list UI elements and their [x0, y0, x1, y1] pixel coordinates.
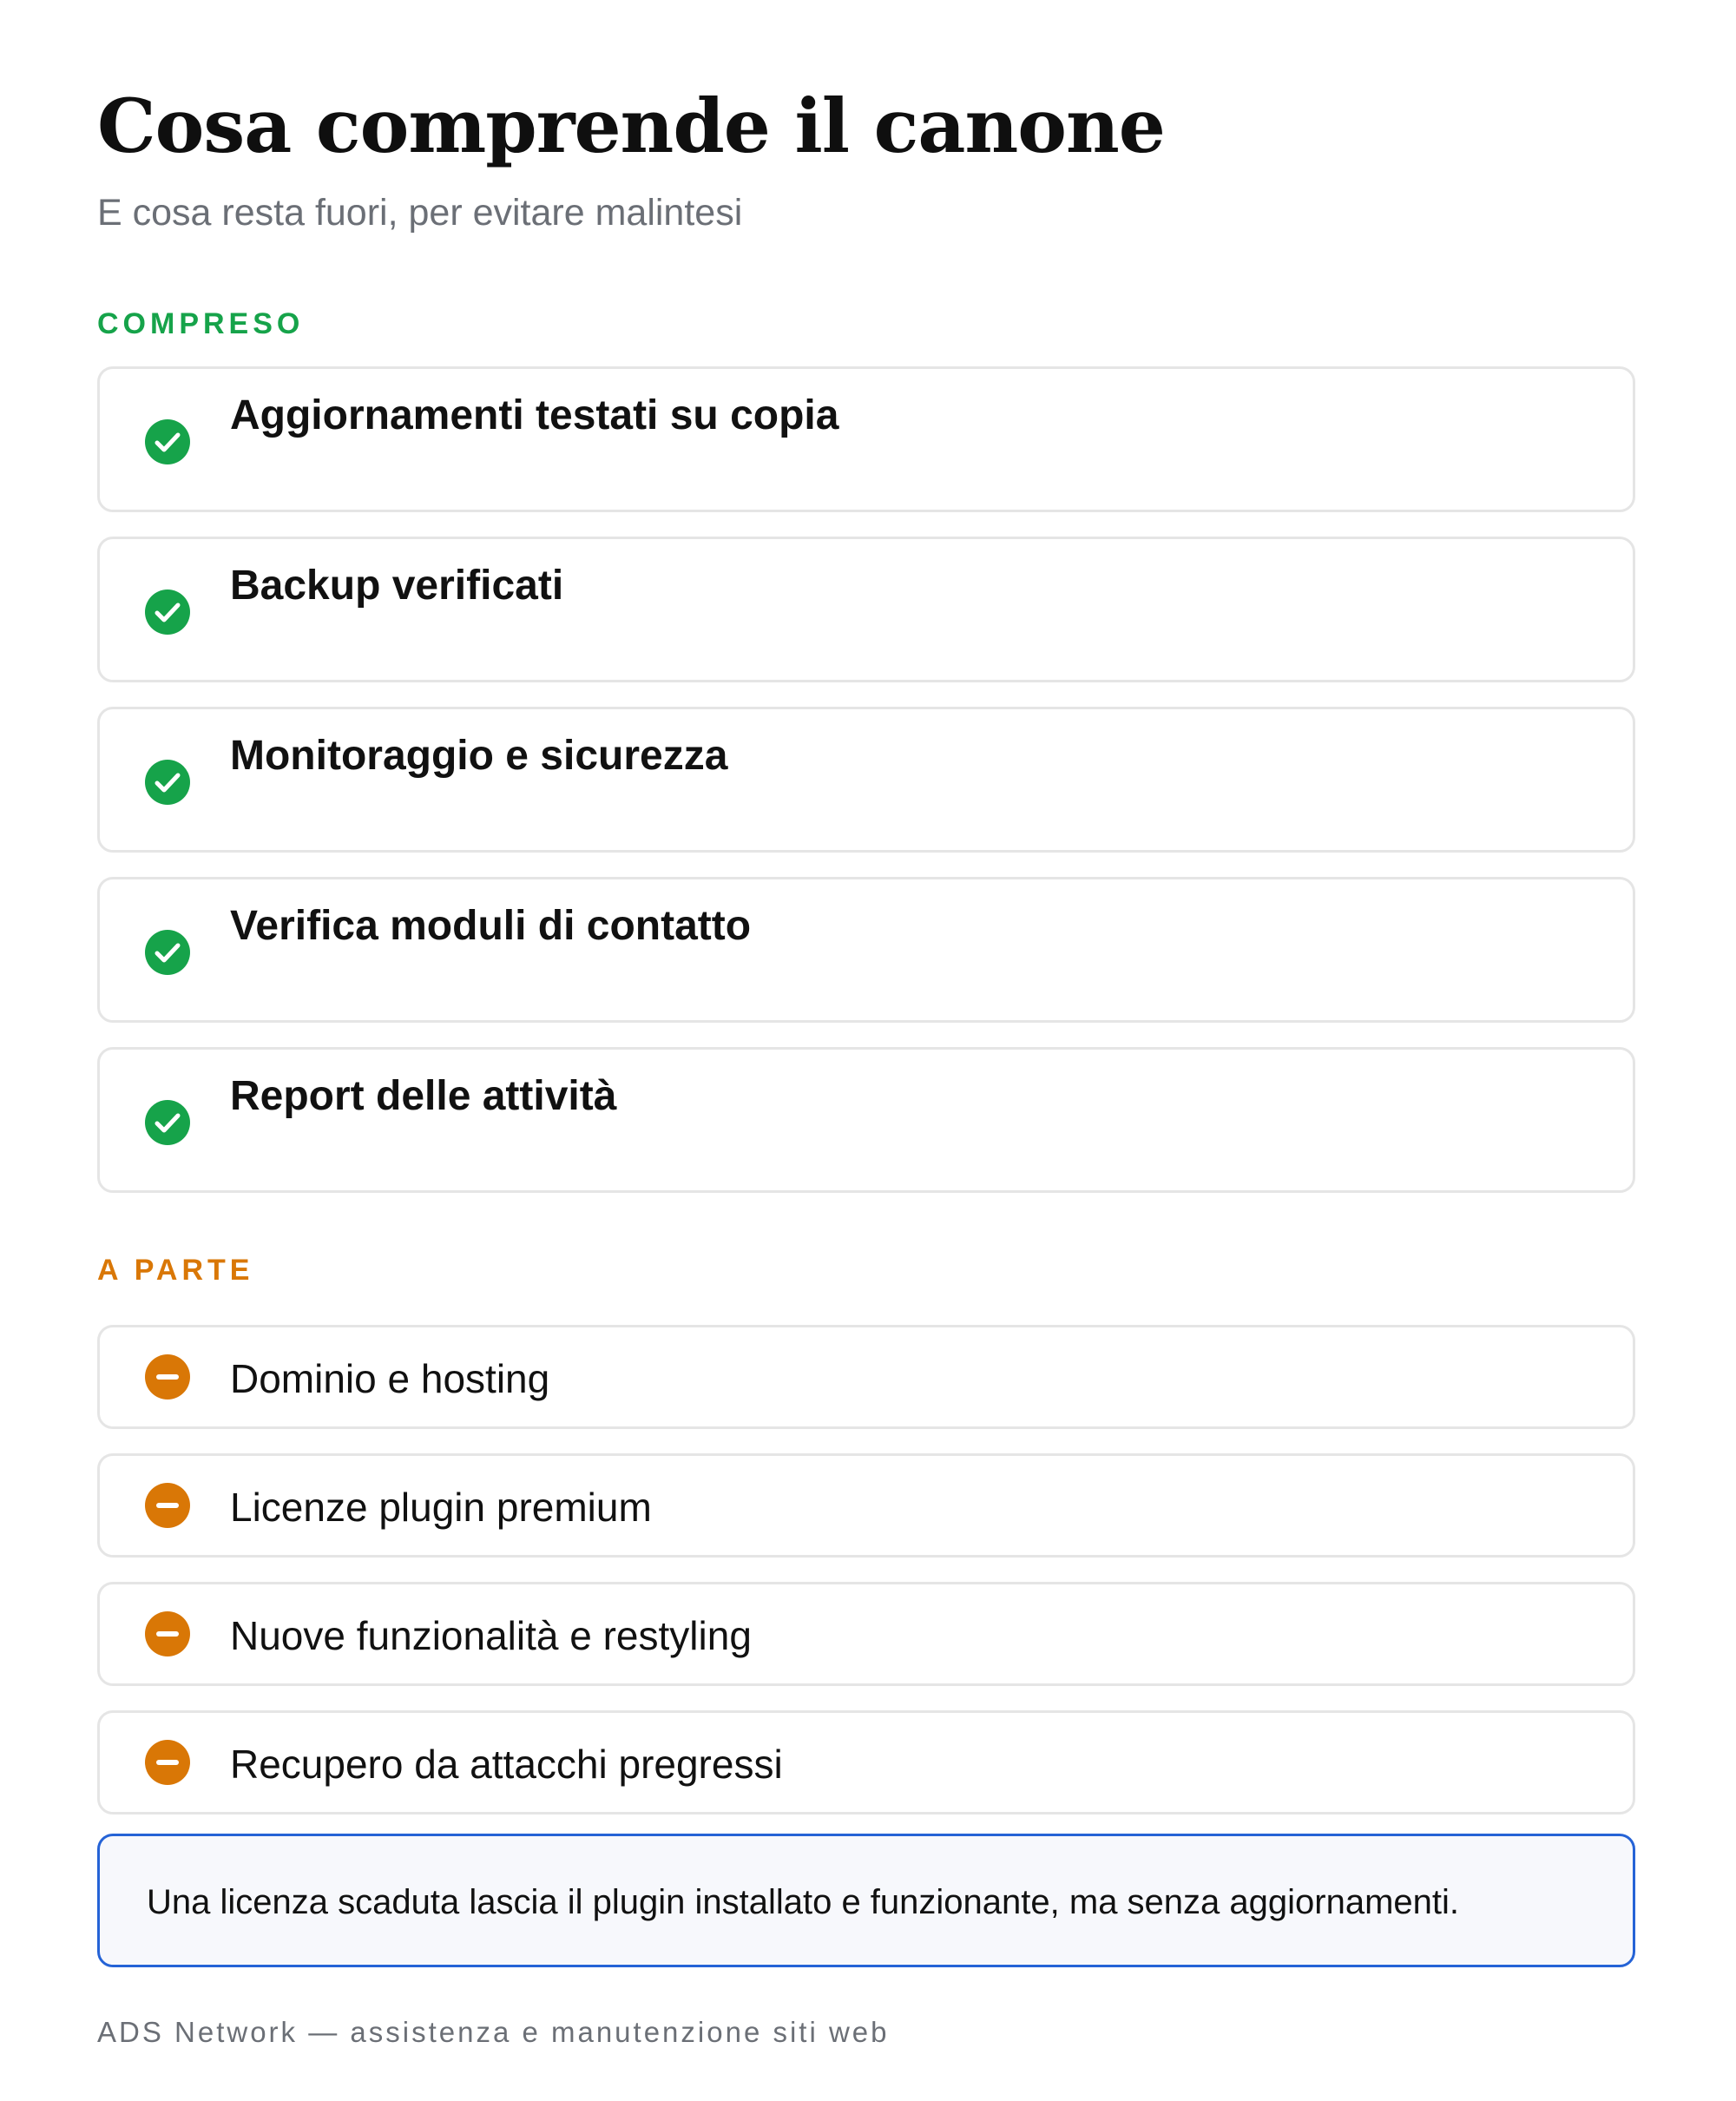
- page-subtitle: E cosa resta fuori, per evitare malintesi: [97, 192, 743, 234]
- section-label-excluded: A PARTE: [97, 1254, 254, 1287]
- excluded-item: [97, 1582, 1635, 1686]
- included-item: [97, 366, 1635, 512]
- included-item-label: Verifica moduli di contatto: [230, 903, 752, 949]
- included-item: [97, 707, 1635, 853]
- check-circle-icon: [145, 419, 190, 464]
- included-item-label: Monitoraggio e sicurezza: [230, 733, 728, 779]
- page-title: Cosa comprende il canone: [97, 83, 1165, 170]
- check-circle-icon: [145, 1100, 190, 1145]
- excluded-item-label: Recupero da attacchi pregressi: [230, 1742, 783, 1787]
- check-circle-icon: [145, 760, 190, 805]
- minus-circle-icon: [145, 1611, 190, 1656]
- included-item: [97, 877, 1635, 1023]
- excluded-item-label: Dominio e hosting: [230, 1356, 550, 1401]
- section-label-included: COMPRESO: [97, 307, 305, 340]
- check-circle-icon: [145, 930, 190, 975]
- excluded-item: [97, 1453, 1635, 1558]
- info-note: [97, 1834, 1635, 1967]
- minus-circle-icon: [145, 1740, 190, 1785]
- included-item-label: Report delle attività: [230, 1073, 617, 1119]
- check-circle-icon: [145, 589, 190, 635]
- footer-text: ADS Network — assistenza e manutenzione siti web: [97, 2016, 890, 2048]
- excluded-item: [97, 1710, 1635, 1814]
- included-item: [97, 537, 1635, 682]
- minus-circle-icon: [145, 1354, 190, 1400]
- included-item: [97, 1047, 1635, 1193]
- excluded-item-label: Licenze plugin premium: [230, 1485, 652, 1530]
- included-item-label: Backup verificati: [230, 563, 564, 609]
- excluded-item: [97, 1325, 1635, 1429]
- excluded-item-label: Nuove funzionalità e restyling: [230, 1613, 752, 1658]
- minus-circle-icon: [145, 1483, 190, 1528]
- included-item-label: Aggiornamenti testati su copia: [230, 392, 839, 438]
- info-note-text: Una licenza scaduta lascia il plugin installato e funzionante, ma senza aggiornamenti.: [147, 1883, 1460, 1921]
